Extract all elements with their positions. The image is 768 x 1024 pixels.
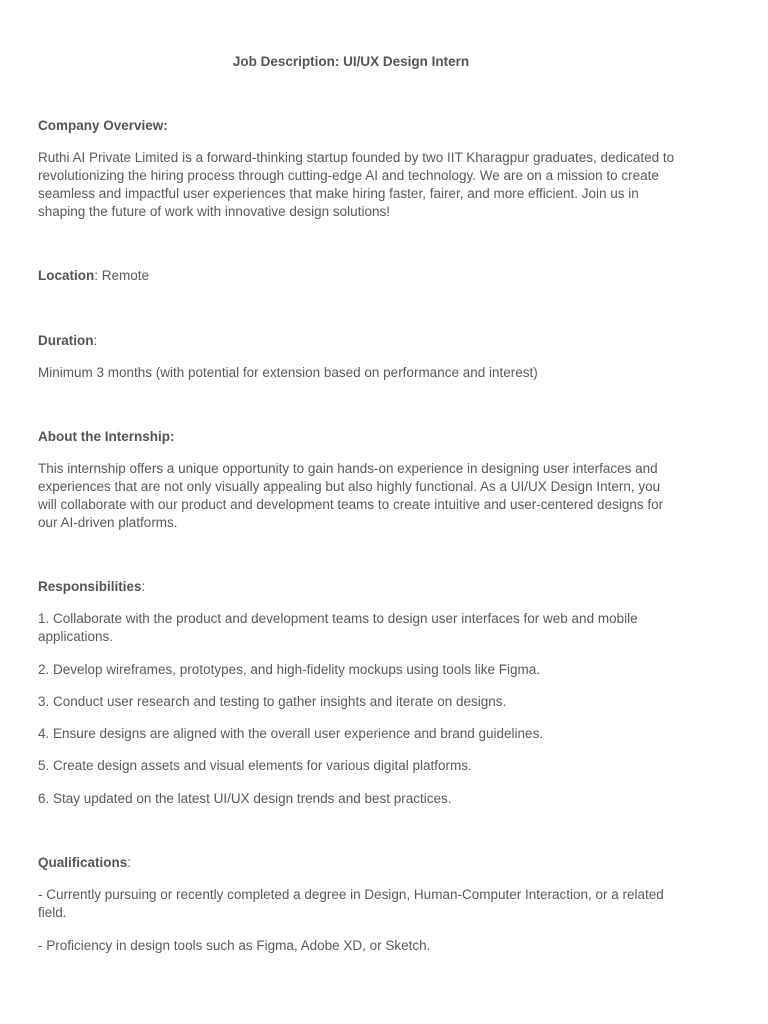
location-line: [38, 267, 678, 285]
about-heading: About the Internship:: [38, 429, 175, 444]
location-value: : Remote: [94, 268, 150, 283]
duration-label: Duration: [38, 333, 94, 348]
responsibility-item: 1. Collaborate with the product and development teams to design user interfaces for web and mobile applications.: [38, 611, 638, 644]
duration-value: Minimum 3 months (with potential for extension based on performance and interest): [38, 365, 538, 380]
duration-line: [38, 332, 678, 350]
location-label: Location: [38, 268, 95, 283]
qualifications-label: Qualifications: [38, 855, 128, 870]
qualification-item: - Proficiency in design tools such as Figma, Adobe XD, or Sketch.: [38, 938, 431, 953]
company-overview-heading: Company Overview:: [38, 118, 168, 133]
qualification-item: - Currently pursuing or recently completed a degree in Design, Human-Computer Interaction, or a related field.: [38, 887, 664, 920]
document-title: Job Description: UI/UX Design Intern: [232, 54, 470, 69]
duration-suffix: :: [93, 333, 98, 348]
responsibilities-line: [38, 578, 678, 596]
qualifications-line: [38, 854, 678, 872]
responsibility-item: 4. Ensure designs are aligned with the overall user experience and brand guidelines.: [38, 726, 544, 741]
about-body: This internship offers a unique opportunity to gain hands-on experience in designing user interfaces and experiences that are not only visually appealing but also highly functional. As a UI/UX Design Intern, you will collaborate with our product and development teams to create intuitive and user-centered designs for our AI-driven platforms.: [38, 461, 664, 530]
company-overview-body: Ruthi AI Private Limited is a forward-thinking startup founded by two IIT Kharagpur graduates, dedicated to revolutionizing the hiring process through cutting-edge AI and technology. We are on a mission to create seamless and impactful user experiences that make hiring faster, fairer, and more efficient. Join us in shaping the future of work with innovative design solutions!: [38, 150, 675, 219]
responsibilities-label: Responsibilities: [38, 579, 142, 594]
responsibilities-suffix: :: [141, 579, 146, 594]
responsibility-item: 3. Conduct user research and testing to gather insights and iterate on designs.: [38, 694, 507, 709]
responsibility-item: 6. Stay updated on the latest UI/UX design trends and best practices.: [38, 791, 452, 806]
responsibility-item: 2. Develop wireframes, prototypes, and high-fidelity mockups using tools like Figma.: [38, 662, 540, 677]
qualifications-suffix: :: [127, 855, 132, 870]
responsibility-item: 5. Create design assets and visual elements for various digital platforms.: [38, 758, 472, 773]
